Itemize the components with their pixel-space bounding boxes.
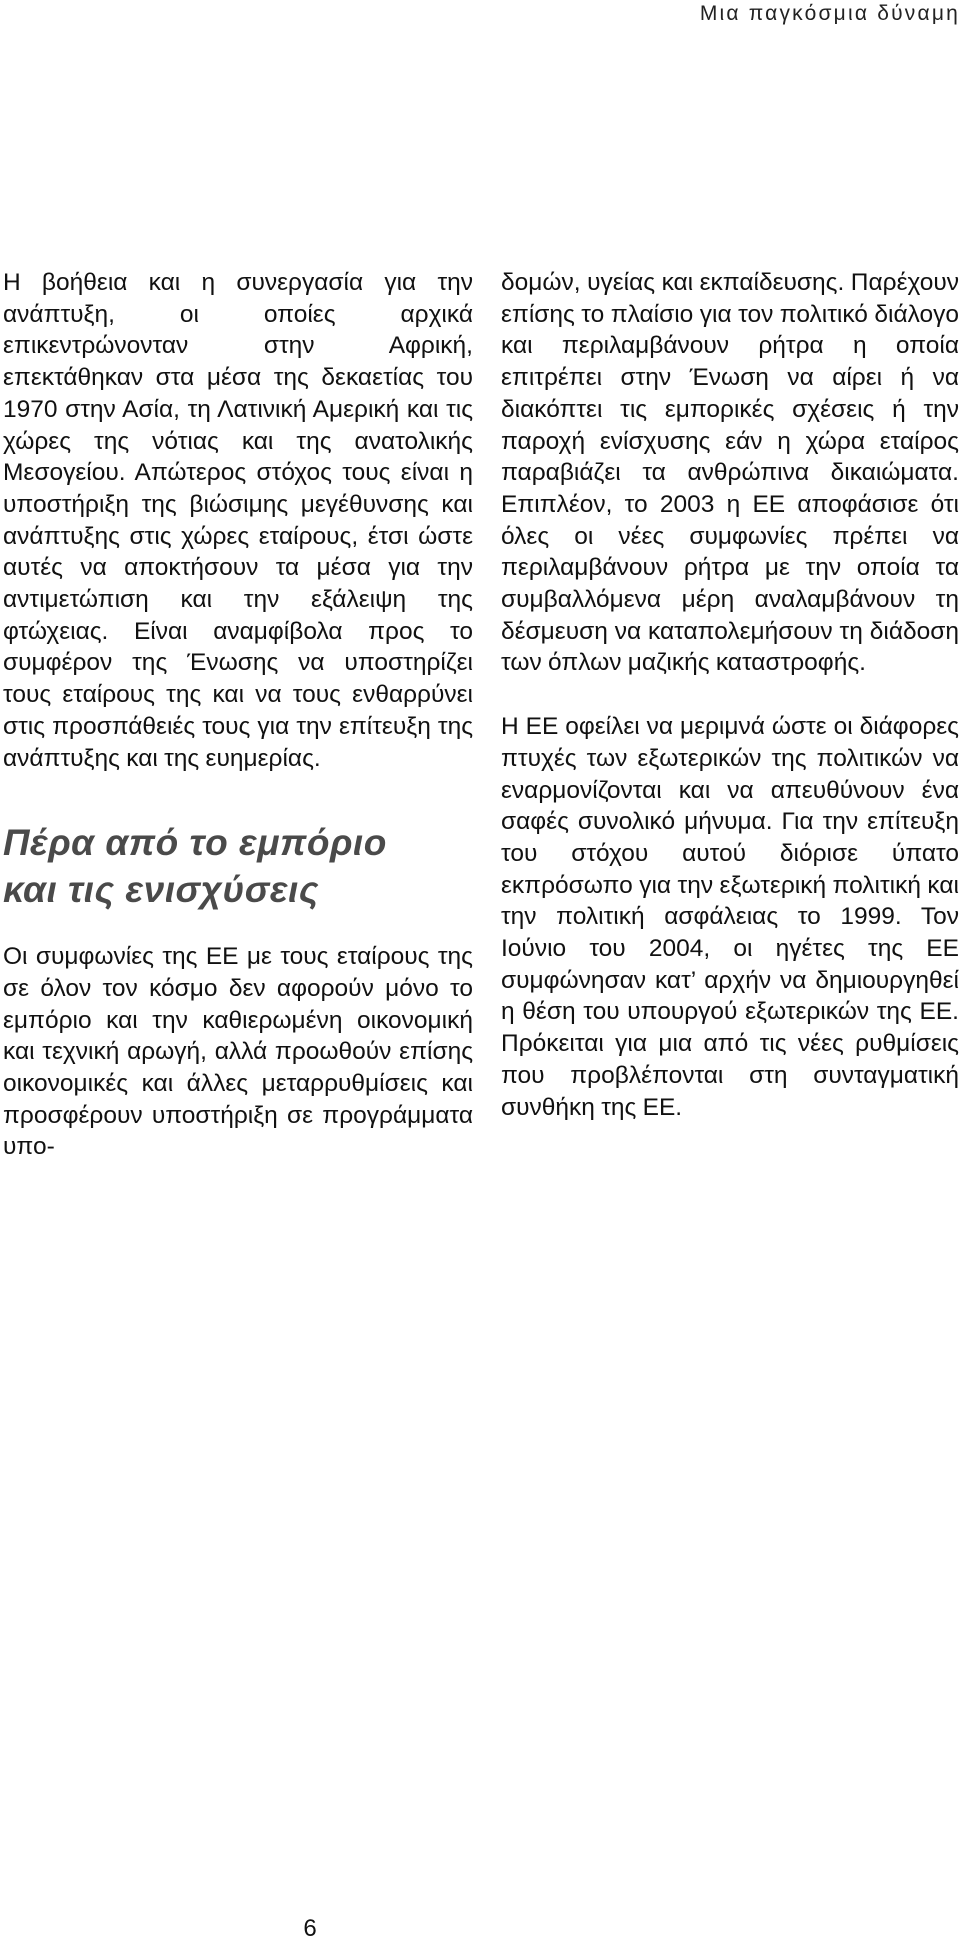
running-header: Μια παγκόσμια δύναμη xyxy=(699,2,960,25)
section-heading-line-2: και τις ενισχύσεις xyxy=(3,869,320,911)
left-paragraph-1: Η βοήθεια και η συνεργασία για την ανάπτυξη, οι οποίες αρχικά επικεντρώνονταν στην Αφρική, επεκτάθηκαν στα μέσα της δεκαετίας του 1970 στην Ασία, τη Λατινική Αμερική και τις χώρες της νότιας και της ανατολικής Μεσογείου. Απώτερος στόχος τους είναι η υποστήριξη της βιώσιμης μεγέθυνσης και ανάπτυξης στις χώρες εταίρους, έτσι ώστε αυτές να αποκτήσουν τα μέσα για την αντιμετώπιση και την εξάλειψη της φτώχειας. Είναι αναμφίβολα προς το συμφέρον της Ένωσης να υποστηρίζει τους εταίρους της και να τους ενθαρρύνει στις προσπάθειές τους για την επίτευξη της ανάπτυξης και της ευημερίας. xyxy=(3,269,473,772)
right-paragraph-2: Η ΕΕ οφείλει να μεριμνά ώστε οι διάφορες πτυχές των εξωτερικών της πολιτικών να εναρμονίζονται και να απευθύνουν ένα σαφές συνολικό μήνυμα. Για την επίτευξη του στόχου αυτού διόρισε ύπατο εκπρόσωπο για την εξωτερική πολιτική και την πολιτική ασφάλειας το 1999. Τον Ιούνιο του 2004, οι ηγέτες της ΕΕ συμφώνησαν κατ’ αρχήν να δημιουργηθεί η θέση του υπουργού εξωτερικών της ΕΕ. Πρόκειται για μια από τις νέες ρυθμίσεις που προβλέπονται στη συνταγματική συνθήκη της ΕΕ. xyxy=(501,713,959,1121)
left-paragraph-2: Οι συμφωνίες της ΕΕ με τους εταίρους της σε όλον τον κόσμο δεν αφορούν μόνο το εμπόριο και την καθιερωμένη οικονομική και τεχνική αρωγή, αλλά προωθούν επίσης οικονομικές και άλλες μεταρρυθμίσεις και προσφέρουν υποστήριξη σε προγράμματα υπο- xyxy=(3,943,473,1161)
page-number: 6 xyxy=(303,1915,317,1942)
section-heading xyxy=(3,819,473,913)
right-column xyxy=(501,267,959,1123)
section-heading-line-1: Πέρα από το εμπόριο xyxy=(3,822,387,864)
right-paragraph-1: δομών, υγείας και εκπαίδευσης. Παρέχουν επίσης το πλαίσιο για τον πολιτικό διάλογο και περιλαμβάνουν ρήτρα η οποία επιτρέπει στην Ένωση να αίρει ή να διακόπτει τις εμπορικές σχέσεις ή την παροχή ενίσχυσης εάν η χώρα εταίρος παραβιάζει τα ανθρώπινα δικαιώματα. Επιπλέον, το 2003 η ΕΕ αποφάσισε ότι όλες οι νέες συμφωνίες πρέπει να περιλαμβάνουν ρήτρα με την οποία τα συμβαλλόμενα μέρη αναλαμβάνουν τη δέσμευση να καταπολεμήσουν τη διάδοση των όπλων μαζικής καταστροφής. xyxy=(501,269,959,677)
left-column xyxy=(3,267,473,1163)
